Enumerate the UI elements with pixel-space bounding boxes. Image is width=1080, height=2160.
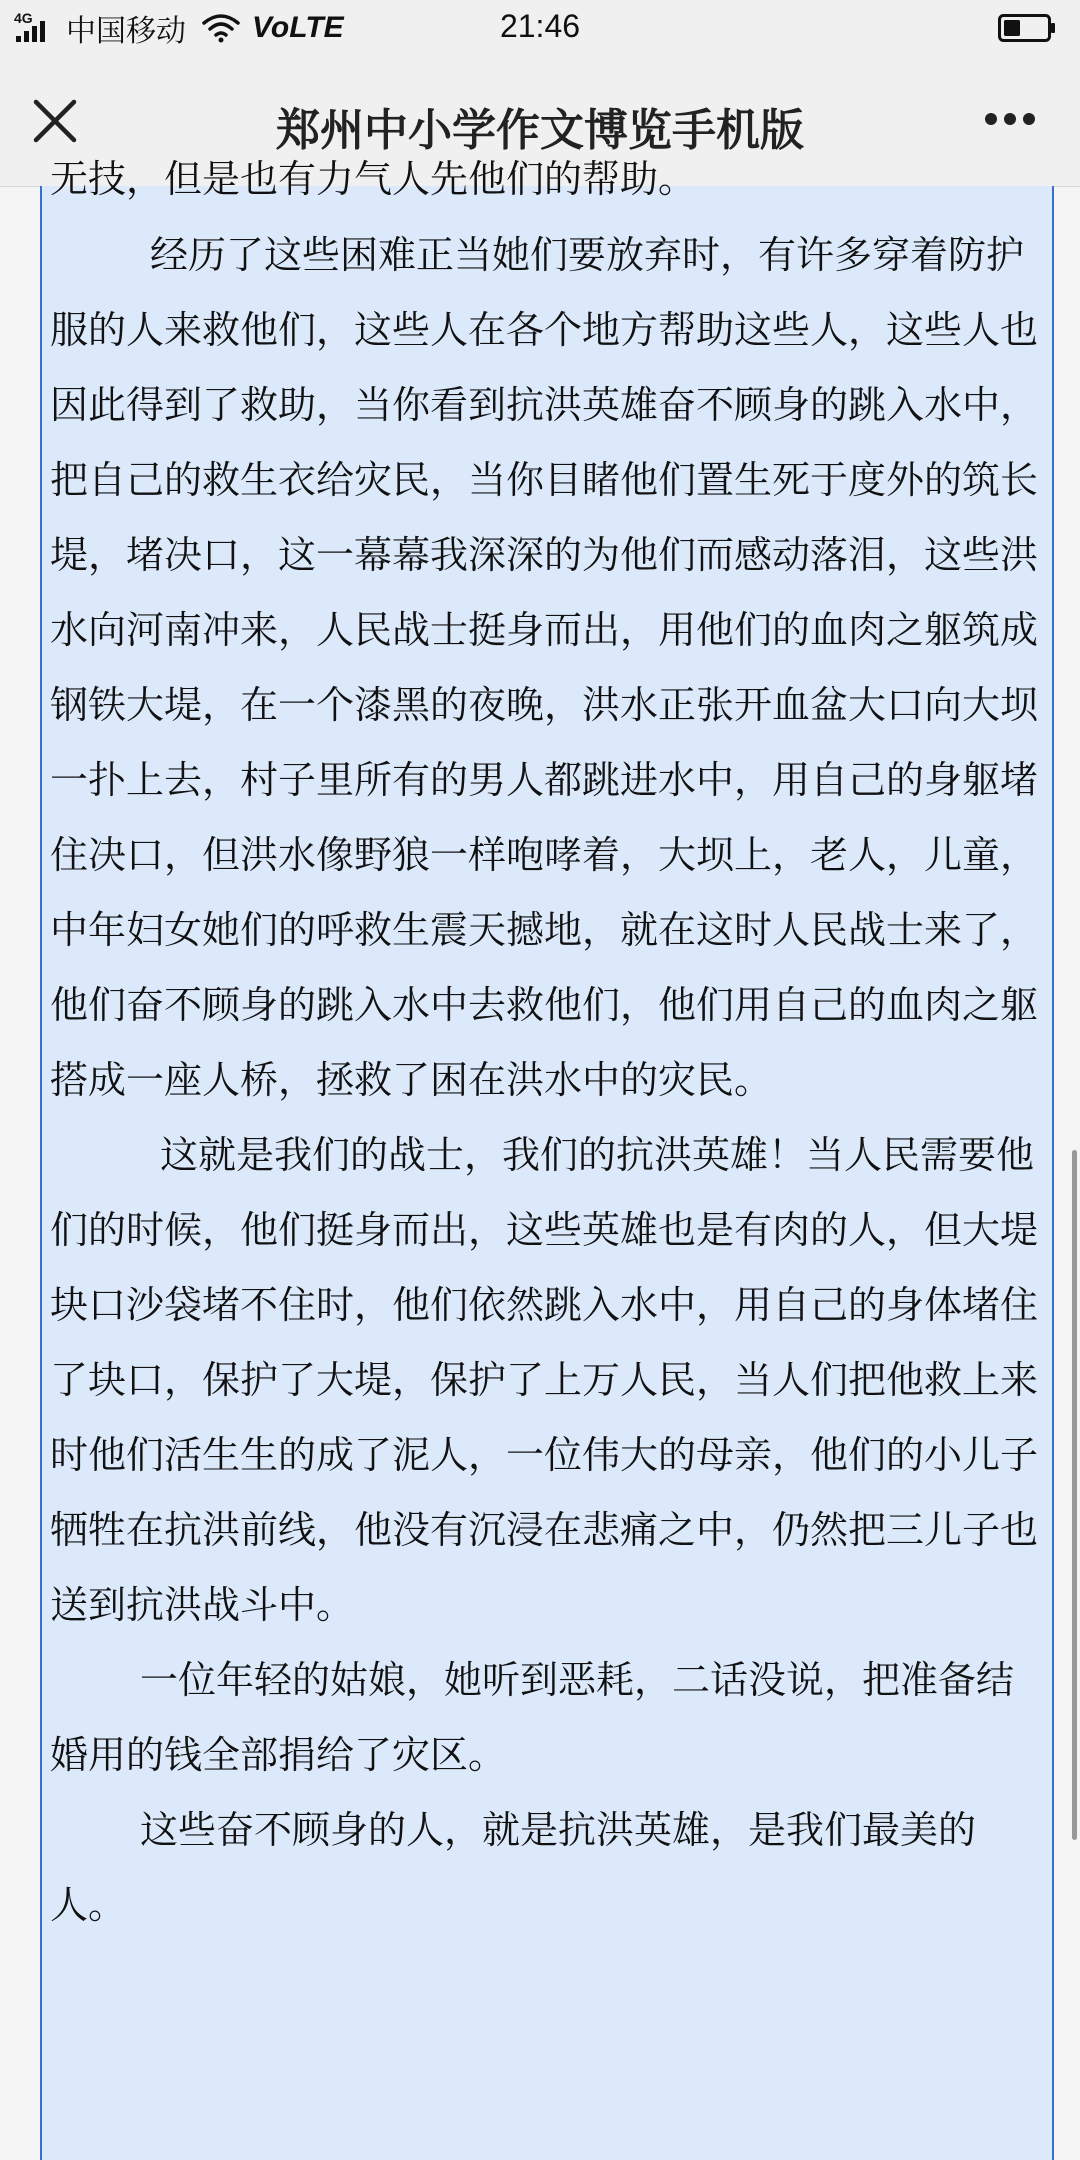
article-body — [50, 218, 1044, 1943]
article-paragraph: 经历了这些困难正当她们要放弃时，有许多穿着防护服的人来救他们，这些人在各个地方帮助这些人，这些人也因此得到了救助，当你看到抗洪英雄奋不顾身的跳入水中，把自己的救生衣给灾民，当你目睹他们置生死于度外的筑长堤，堵决口，这一幕幕我深深的为他们而感动落泪，这些洪水向河南冲来，人民战士挺身而出，用他们的血肉之躯筑成钢铁大堤，在一个漆黑的夜晚，洪水正张开血盆大口向大坝一扑上去，村子里所有的男人都跳进水中，用自己的身躯堵住决口，但洪水像野狼一样咆哮着，大坝上，老人，儿童，中年妇女她们的呼救生震天撼地，就在这时人民战士来了，他们奋不顾身的跳入水中去救他们，他们用自己的血肉之躯搭成一座人桥，拯救了困在洪水中的灾民。 — [50, 233, 1039, 1102]
status-time: 21:46 — [499, 8, 581, 44]
battery-icon — [998, 14, 1056, 42]
status-bar — [0, 0, 1080, 58]
article-paragraph: 一位年轻的姑娘，她听到恶耗，二话没说，把准备结婚用的钱全部捐给了灾区。 — [50, 1658, 1015, 1777]
article-paragraph: 这就是我们的战士，我们的抗洪英雄！当人民需要他们的时候，他们挺身而出，这些英雄也是有肉的人，但大堤块口沙袋堵不住时，他们依然跳入水中，用自己的身体堵住了块口，保护了大堤，保护了上万人民，当人们把他救上来时他们活生生的成了泥人，一位伟大的母亲，他们的小儿子牺牲在抗洪前线，他没有沉浸在悲痛之中，仍然把三儿子也送到抗洪战斗中。 — [50, 1133, 1039, 1627]
article-paragraph: 这些奋不顾身的人，就是抗洪英雄，是我们最美的人。 — [50, 1808, 977, 1927]
volte-label: VoLTE — [252, 11, 344, 44]
page-title: 郑州中小学作文博览手机版 — [276, 105, 804, 156]
article-content — [40, 157, 1054, 2160]
scrollbar[interactable] — [1072, 1150, 1077, 1840]
more-icon[interactable] — [984, 112, 1036, 126]
carrier-name: 中国移动 — [66, 15, 186, 48]
partial-text-line: 无技，但是也有力气人先他们的帮助。 — [50, 157, 697, 201]
network-tag: 4G — [14, 10, 33, 26]
